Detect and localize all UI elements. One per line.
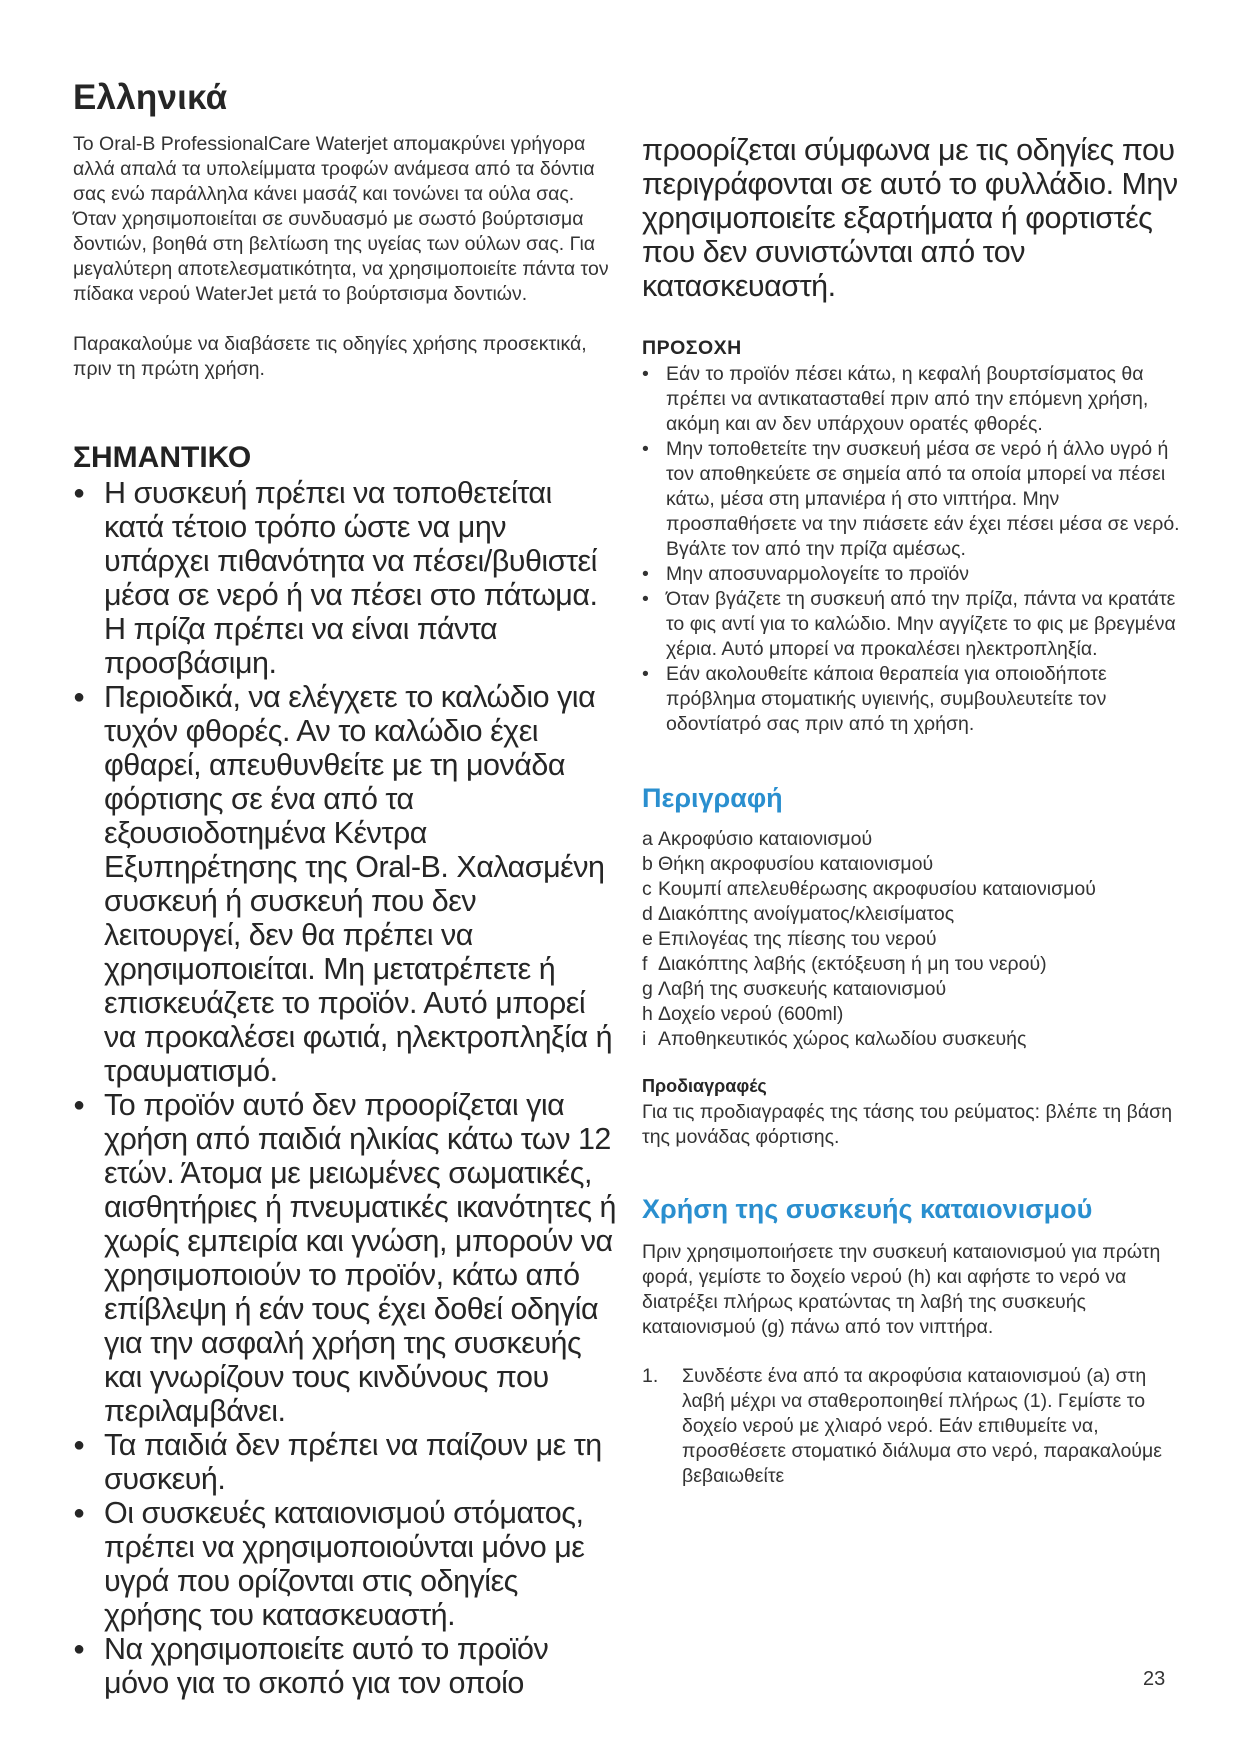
parts-list — [642, 827, 1182, 1052]
part-text: Δοχείο νερού (600ml) — [658, 1003, 844, 1025]
part-key: a — [642, 828, 653, 850]
caution-item: • Μην αποσυναρμολογείτε το προϊόν — [642, 562, 1182, 587]
part-item — [642, 1002, 1182, 1027]
step-text: Συνδέστε ένα από τα ακροφύσια καταιονισμού (a) στη λαβή μέχρι να σταθεροποιηθεί πλήρως (1). Γεμίστε το δοχείο νερού με χλιαρό νερό. Εάν επιθυμείτε να, προσθέσετε στοματικό διάλυμα στο νερό, παρακαλούμε βεβαιωθείτε — [682, 1365, 1162, 1487]
part-item — [642, 877, 1182, 902]
page-number: 23 — [1143, 1668, 1166, 1690]
specifications-text: Για τις προδιαγραφές της τάσης του ρεύματος: βλέπε τη βάση της μονάδας φόρτισης. — [642, 1101, 1173, 1148]
part-item — [642, 927, 1182, 952]
part-text: Αποθηκευτικός χώρος καλωδίου συσκευής — [658, 1028, 1027, 1050]
important-item: ● Η συσκευή πρέπει να τοποθετείται κατά τέτοιο τρόπο ώστε να μην υπάρχει πιθανότητα να πέσει/βυθιστεί μέσα σε νερό ή να πέσει στο πάτωμα. Η πρίζα πρέπει να είναι πάντα προσβάσιμη. — [73, 476, 618, 680]
usage-steps — [642, 1364, 1182, 1489]
left-column — [73, 132, 618, 1700]
part-key: g — [642, 978, 653, 1000]
important-item: ● Τα παιδιά δεν πρέπει να παίζουν με τη συσκευή. — [73, 1428, 618, 1496]
part-text: Επιλογέας της πίεσης του νερού — [658, 928, 937, 950]
part-key: f — [642, 953, 648, 975]
part-text: Κουμπί απελευθέρωσης ακροφυσίου καταιονισμού — [658, 878, 1096, 900]
specifications-heading: Προδιαγραφές — [642, 1076, 767, 1096]
caution-heading: ΠΡΟΣΟΧΗ — [642, 337, 742, 359]
important-item: ● Το προϊόν αυτό δεν προορίζεται για χρήση από παιδιά ηλικίας κάτω των 12 ετών. Άτομα με μειωμένες σωματικές, αισθητήριες ή πνευματικές ικανότητες ή χωρίς εμπειρία και γνώση, μπορούν να χρησιμοποιούν το προϊόν, κάτω από επίβλεψη ή εάν τους έχει δοθεί οδηγία για την ασφαλή χρήση της συσκευής και γνωρίζουν τους κινδύνους που περιλαμβάνει. — [73, 1088, 618, 1428]
part-item — [642, 902, 1182, 927]
part-key: i — [642, 1028, 647, 1050]
intro-paragraph: Το Oral-B ProfessionalCare Waterjet απομακρύνει γρήγορα αλλά απαλά τα υπολείμματα τροφών ανάμεσα από τα δόντια σας ενώ παράλληλα κάνει μασάζ και τονώνει τα ούλα σας. Όταν χρησιμοποιείται σε συνδυασμό με σωστό βούρτσισμα δοντιών, βοηθά στη βελτίωση της υγείας των ούλων σας. Για μεγαλύτερη αποτελεσματικότητα, να χρησιμοποιείτε πάντα τον πίδακα νερού WaterJet μετά το βούρτσισμα δοντιών. — [73, 133, 609, 305]
usage-step — [642, 1364, 1182, 1489]
part-item — [642, 827, 1182, 852]
caution-item: • Εάν το προϊόν πέσει κάτω, η κεφαλή βουρτσίσματος θα πρέπει να αντικατασταθεί πριν από την επόμενη χρήση, ακόμη και αν δεν υπάρχουν ορατές φθορές. — [642, 362, 1182, 437]
part-key: h — [642, 1003, 653, 1025]
important-item: ● Να χρησιμοποιείτε αυτό το προϊόν μόνο για το σκοπό για τον οποίο — [73, 1632, 618, 1700]
usage-heading: Χρήση της συσκευής καταιονισμού — [642, 1194, 1093, 1224]
important-item: ● Οι συσκευές καταιονισμού στόματος, πρέπει να χρησιμοποιούνται μόνο με υγρά που ορίζονται στις οδηγίες χρήσης του κατασκευαστή. — [73, 1496, 618, 1632]
language-heading: Ελληνικά — [73, 78, 228, 117]
step-number: 1. — [642, 1365, 659, 1387]
important-item: ● Περιοδικά, να ελέγχετε το καλώδιο για τυχόν φθορές. Αν το καλώδιο έχει φθαρεί, απευθυνθείτε με τη μονάδα φόρτισης σε ένα από τα εξουσιοδοτημένα Κέντρα Εξυπηρέτησης της Oral-B. Χαλασμένη συσκευή ή συσκευή που δεν λειτουργεί, δεν θα πρέπει να χρησιμοποιείται. Μη μετατρέπετε ή επισκευάζετε το προϊόν. Αυτό μπορεί να προκαλέσει φωτιά, ηλεκτροπληξία ή τραυματισμό. — [73, 680, 618, 1088]
part-key: e — [642, 928, 653, 950]
caution-item: • Εάν ακολουθείτε κάποια θεραπεία για οποιοδήποτε πρόβλημα στοματικής υγιεινής, συμβουλευτείτε τον οδοντίατρό σας πριν από τη χρήση. — [642, 662, 1182, 737]
part-text: Λαβή της συσκευής καταιονισμού — [658, 978, 947, 1000]
read-instructions-paragraph: Παρακαλούμε να διαβάσετε τις οδηγίες χρήσης προσεκτικά, πριν τη πρώτη χρήση. — [73, 333, 587, 380]
usage-intro: Πριν χρησιμοποιήσετε την συσκευή καταιονισμού για πρώτη φορά, γεμίστε το δοχείο νερού (h) και αφήστε το νερό να διατρέξει πλήρως κρατώντας τη λαβή της συσκευής καταιονισμού (g) πάνω από τον νιπτήρα. — [642, 1241, 1161, 1338]
part-item — [642, 1027, 1182, 1052]
part-text: Θήκη ακροφυσίου καταιονισμού — [658, 853, 934, 875]
part-key: b — [642, 853, 653, 875]
important-list — [73, 476, 618, 1700]
part-text: Διακόπτης λαβής (εκτόξευση ή μη του νερού) — [658, 953, 1047, 975]
caution-item: • Μην τοποθετείτε την συσκευή μέσα σε νερό ή άλλο υγρό ή τον αποθηκεύετε σε σημεία από τα οποία μπορεί να πέσει κάτω, μέσα στη μπανιέρα ή στο νιπτήρα. Μην προσπαθήσετε να την πιάσετε εάν έχει πέσει μέσα σε νερό. Βγάλτε τον από την πρίζα αμέσως. — [642, 437, 1182, 562]
part-key: c — [642, 878, 652, 900]
caution-item: • Όταν βγάζετε τη συσκευή από την πρίζα, πάντα να κρατάτε το φις αντί για το καλώδιο. Μην αγγίζετε το φις με βρεγμένα χέρια. Αυτό μπορεί να προκαλέσει ηλεκτροπληξία. — [642, 587, 1182, 662]
part-text: Διακόπτης ανοίγματος/κλεισίματος — [658, 903, 955, 925]
part-key: d — [642, 903, 653, 925]
caution-list — [642, 362, 1182, 737]
important-continuation: προορίζεται σύμφωνα με τις οδηγίες που περιγράφονται σε αυτό το φυλλάδιο. Μην χρησιμοποιείτε εξαρτήματα ή φορτιστές που δεν συνιστώνται από τον κατασκευαστή. — [642, 133, 1178, 303]
part-item — [642, 852, 1182, 877]
part-item — [642, 977, 1182, 1002]
description-heading: Περιγραφή — [642, 783, 783, 813]
part-text: Ακροφύσιο καταιονισμού — [658, 828, 873, 850]
important-heading: ΣΗΜΑΝΤΙΚΟ — [73, 441, 252, 474]
right-column — [642, 133, 1182, 1489]
part-item — [642, 952, 1182, 977]
